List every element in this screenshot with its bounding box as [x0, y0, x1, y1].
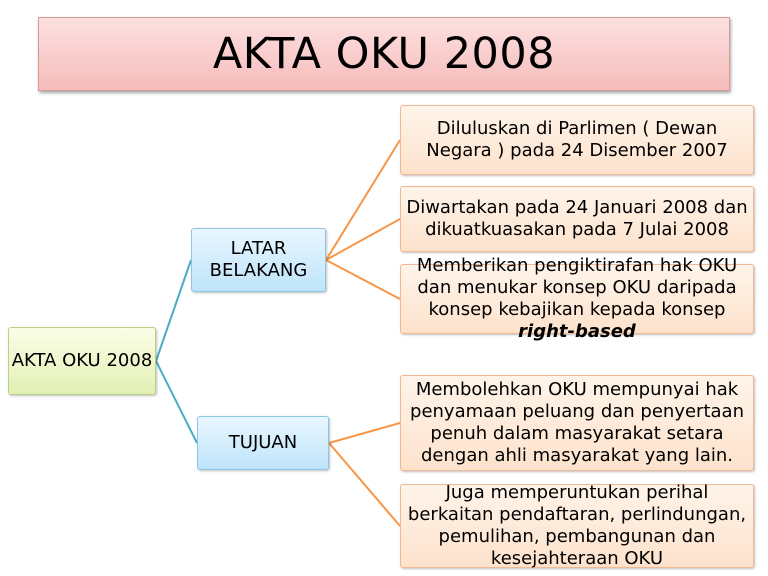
connector-latar-leaf-1	[326, 140, 400, 260]
leaf-node-diwartakan	[400, 186, 754, 252]
connector-root-latar	[156, 260, 191, 361]
branch-label: LATAR BELAKANG	[209, 238, 308, 281]
connector-latar-leaf-3	[326, 260, 400, 299]
leaf-text: Diluluskan di Parlimen ( Dewan Negara ) pada 24 Disember 2007	[426, 118, 728, 161]
root-label: AKTA OKU 2008	[11, 350, 153, 371]
branch-label: TUJUAN	[228, 432, 298, 453]
connector-root-tujuan	[156, 361, 197, 443]
leaf-node-pengiktirafan	[400, 255, 754, 342]
branch-node-latar-belakang	[191, 228, 326, 292]
leaf-text-main: Memberikan pengiktirafan hak OKU dan menukar konsep OKU daripada konsep kebajikan kepada konsep	[416, 255, 738, 320]
leaf-node-parlimen	[400, 105, 754, 175]
leaf-text: Juga memperuntukan perihal berkaitan pendaftaran, perlindungan, pemulihan, pembangunan dan kesejahteraan OKU	[407, 482, 747, 569]
root-node	[8, 327, 156, 395]
leaf-text	[405, 255, 749, 343]
connector-latar-leaf-2	[326, 219, 400, 260]
leaf-text: Diwartakan pada 24 Januari 2008 dan dikuatkuasakan pada 7 Julai 2008	[406, 197, 748, 240]
leaf-text-emphasis: right-based	[518, 321, 636, 342]
branch-node-tujuan	[197, 416, 329, 470]
connector-tujuan-leaf-1	[329, 423, 400, 443]
page-title: AKTA OKU 2008	[212, 29, 556, 79]
leaf-node-memperuntukan	[400, 484, 754, 568]
leaf-text: Membolehkan OKU mempunyai hak penyamaan peluang dan penyertaan penuh dalam masyarakat setara dengan ahli masyarakat yang lain.	[410, 379, 744, 466]
leaf-node-penyamaan-peluang	[400, 375, 754, 471]
connector-tujuan-leaf-2	[329, 443, 400, 526]
